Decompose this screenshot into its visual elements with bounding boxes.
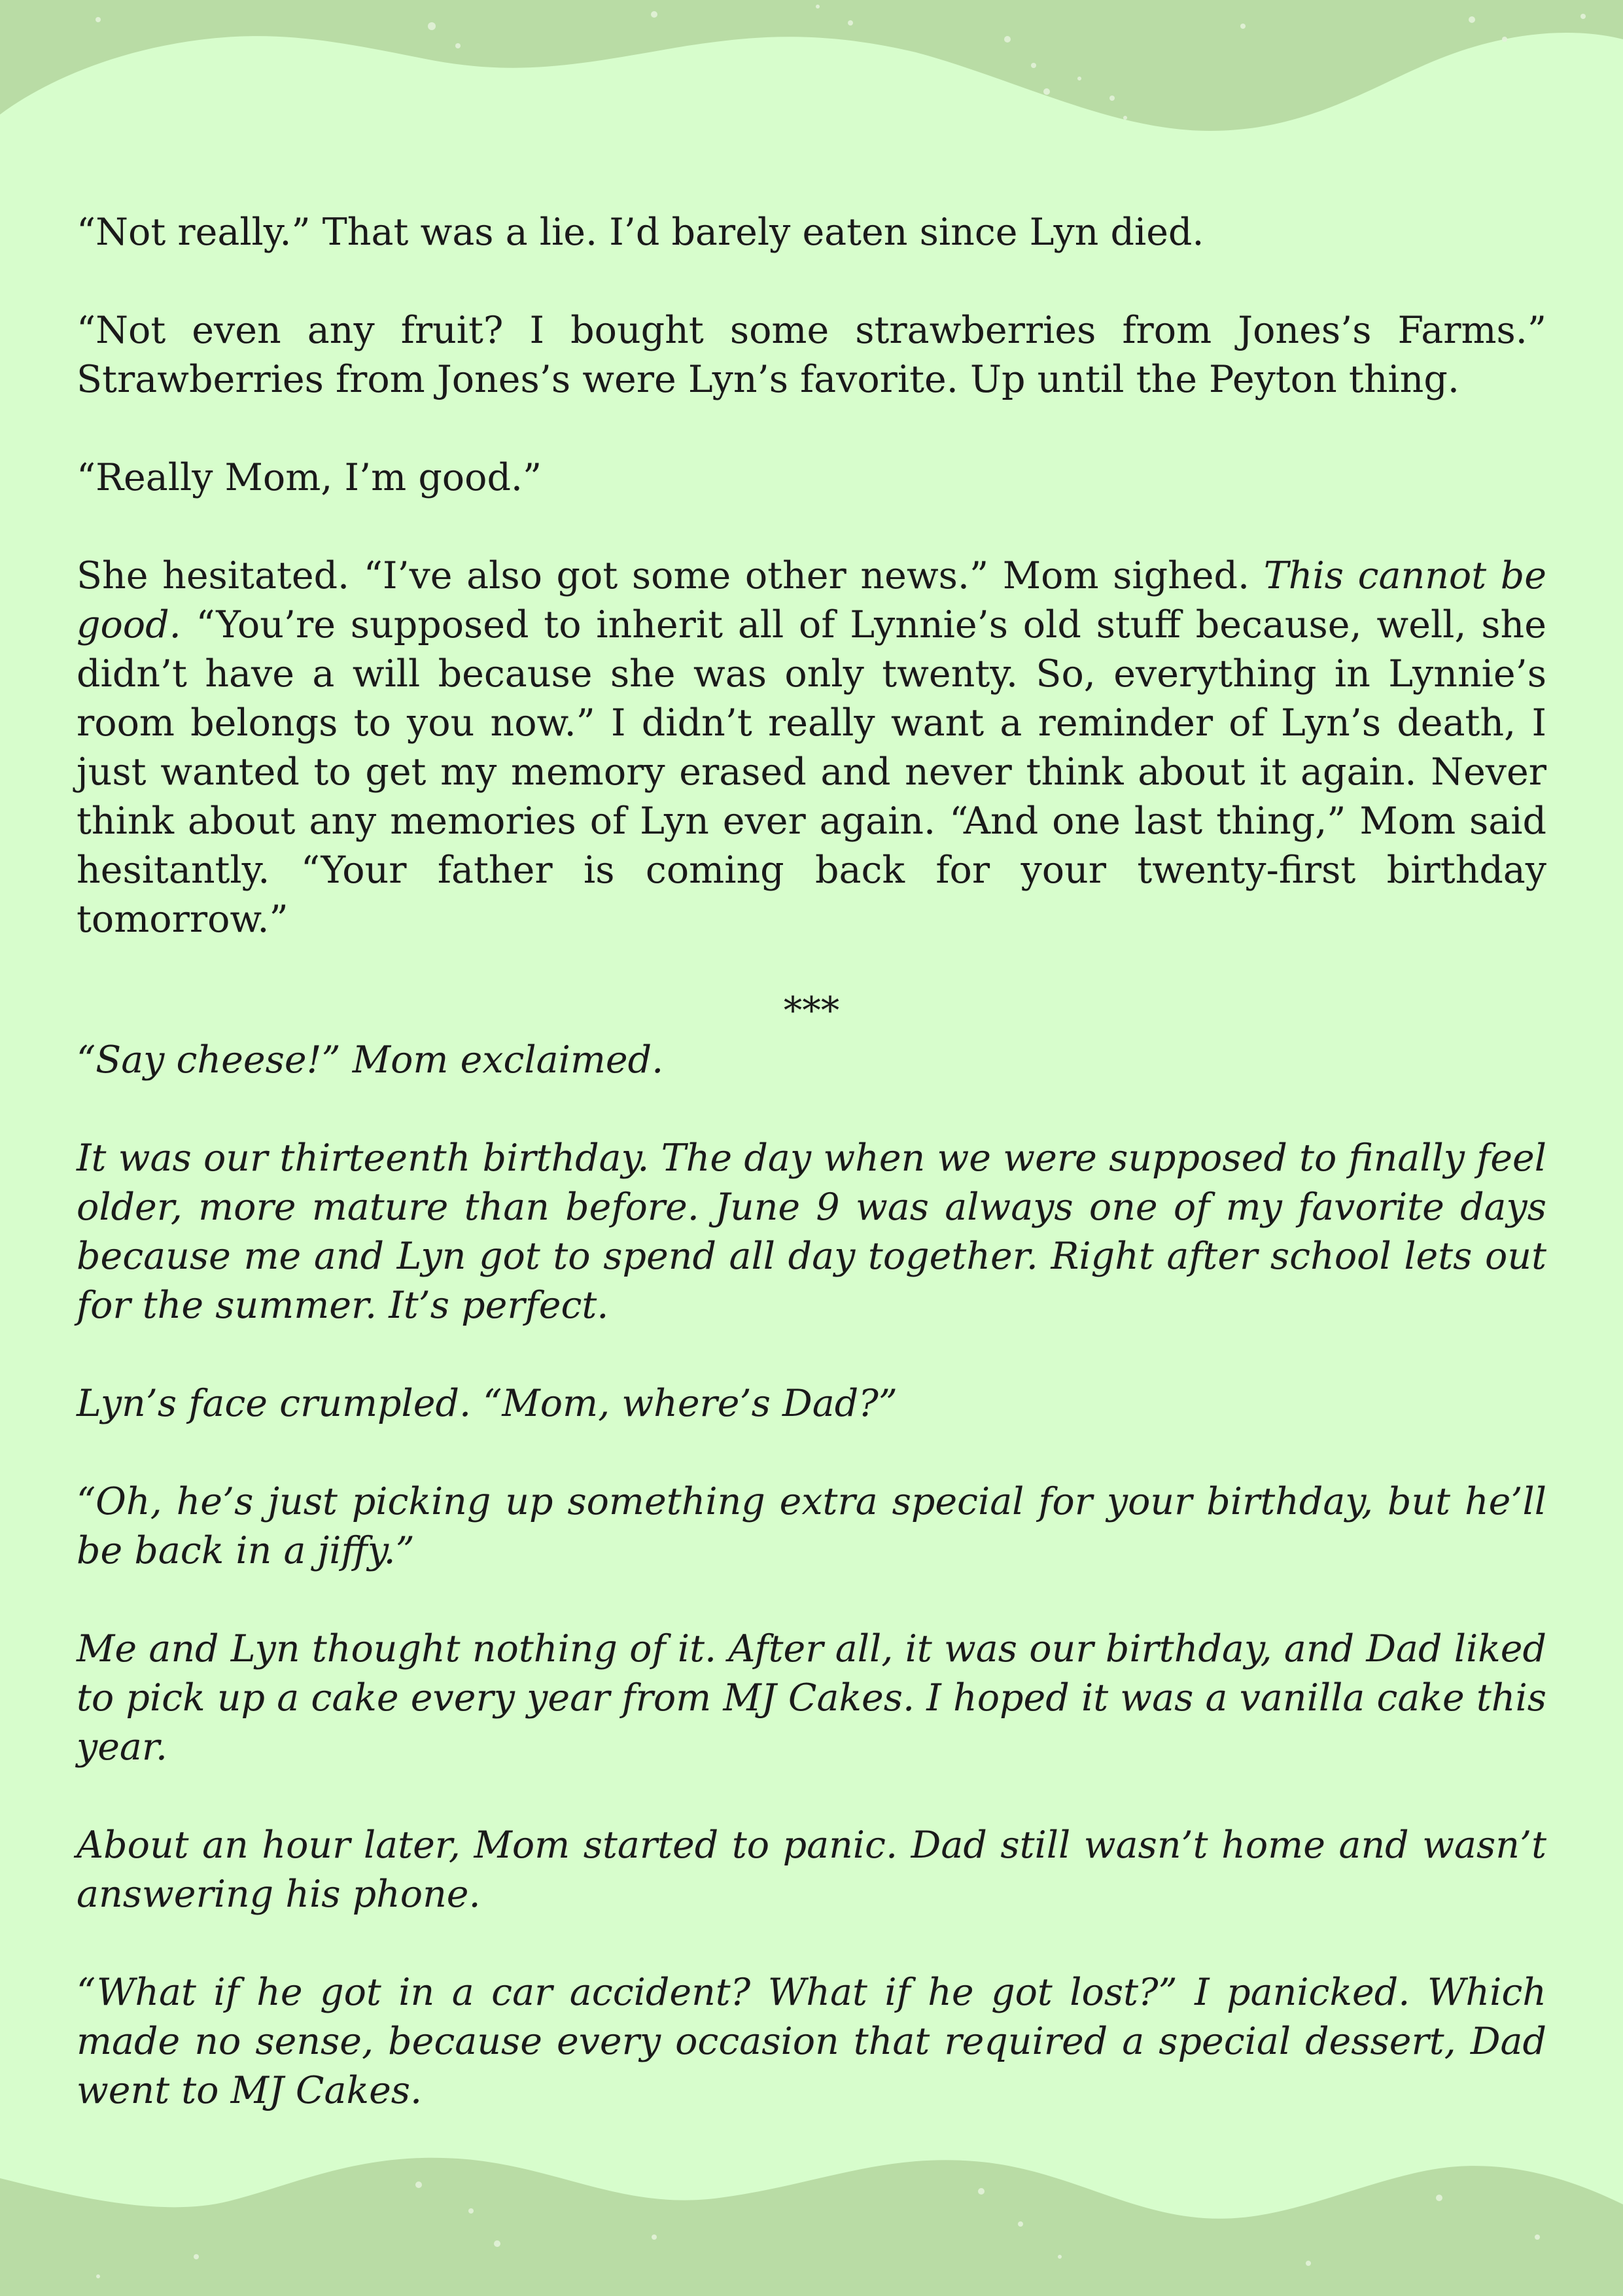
top-wave-decoration <box>0 0 1623 157</box>
paragraph-1: “Not really.” That was a lie. I’d barely eaten since Lyn died. <box>77 211 1204 254</box>
scene-separator: *** <box>783 989 840 1033</box>
flashback-paragraph-4: “Oh, he’s just picking up something extra special for your birthday, but he’ll be back in a jiffy.” <box>77 1480 1546 1572</box>
paragraph-4-end: “You’re supposed to inherit all of Lynnie’s old stuff because, well, she didn’t have a will because she was only twenty. So, everything in Lynnie’s room belongs to you now.” I didn’t really want a reminder of Lyn’s death, I just wanted to get my memory erased and never think about it again. Never think about any memories of Lyn ever again. “And one last thing,” Mom said hesitantly. “Your father is coming back for your twenty-first birthday tomorrow.” <box>77 603 1546 941</box>
paragraph-3: “Really Mom, I’m good.” <box>77 456 542 499</box>
paragraph-4-thought: This cannot be good. <box>77 554 1546 646</box>
paragraph-2: “Not even any fruit? I bought some strawberries from Jones’s Farms.” Strawberries from Jones’s were Lyn’s favorite. Up until the Peyton thing. <box>77 309 1546 401</box>
flashback-paragraph-7: “What if he got in a car accident? What if he got lost?” I panicked. Which made no sense, because every occasion that required a special dessert, Dad went to MJ Cakes. <box>77 1971 1546 2112</box>
paragraph-4 <box>77 552 1546 944</box>
flashback-paragraph-1: “Say cheese!” Mom exclaimed. <box>77 1038 664 1082</box>
flashback-paragraph-3: Lyn’s face crumpled. “Mom, where’s Dad?” <box>77 1382 898 1425</box>
flashback-paragraph-6: About an hour later, Mom started to panic. Dad still wasn’t home and wasn’t answering his phone. <box>77 1824 1546 1916</box>
flashback-paragraph-2: It was our thirteenth birthday. The day when we were supposed to finally feel older, more mature than before. June 9 was always one of my favorite days because me and Lyn got to spend all day together. Right after school lets out for the summer. It’s perfect. <box>77 1137 1546 1327</box>
flashback-paragraph-5: Me and Lyn thought nothing of it. After all, it was our birthday, and Dad liked to pick up a cake every year from MJ Cakes. I hoped it was a vanilla cake this year. <box>77 1627 1546 1769</box>
story-text <box>77 208 1546 2164</box>
paragraph-4-start: She hesitated. “I’ve also got some other news.” Mom sighed. <box>77 554 1264 597</box>
